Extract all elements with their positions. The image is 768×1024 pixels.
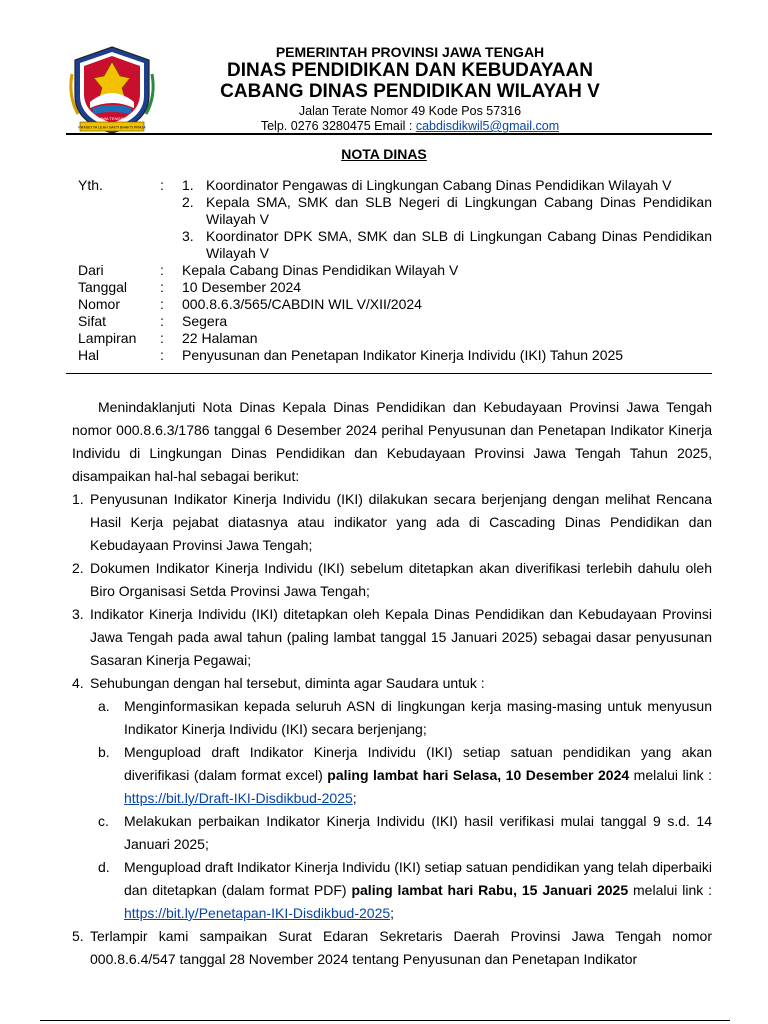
letterhead-province: PEMERINTAH PROVINSI JAWA TENGAH xyxy=(275,44,545,60)
recipient-item: 3. Koordinator DPK SMA, SMK dan SLB di Lingkungan Cabang Dinas Pendidikan Wilayah V xyxy=(182,228,712,261)
field-sifat: Sifat : Segera xyxy=(78,313,228,329)
letterhead xyxy=(160,44,660,134)
recipient-item: 2. Kepala SMA, SMK dan SLB Negeri di Lingkungan Cabang Dinas Pendidikan Wilayah V xyxy=(182,194,712,227)
intro-paragraph: Menindaklanjuti Nota Dinas Kepala Dinas Pendidikan dan Kebudayaan Provinsi Jawa Tengah nomor 000.8.6.3/1786 tanggal 6 Desember 2024 perihal Penyusunan dan Penetapan Indikator Kinerja Individu di Lingkungan Dinas Pendidikan dan Kebudayaan Provinsi Jawa Tengah Tahun 2025, disampaikan hal-hal sebagai berikut: xyxy=(72,399,712,484)
field-tanggal: Tanggal : 10 Desember 2024 xyxy=(78,279,302,295)
letterhead-agency: DINAS PENDIDIKAN DAN KEBUDAYAAN xyxy=(227,60,593,81)
field-lampiran: Lampiran : 22 Halaman xyxy=(78,330,258,346)
sub-item-c: c. Melakukan perbaikan Indikator Kinerja Individu (IKI) hasil verifikasi mulai tanggal 9 s.d. 14 Januari 2025; xyxy=(98,813,712,852)
letterhead-contact xyxy=(160,119,660,134)
sub-item-b: b. Mengupload draft Indikator Kinerja Individu (IKI) setiap satuan pendidikan yang akan diverifikasi (dalam format excel) paling lambat hari Selasa, 10 Desember 2024 melalui link : https://bit.ly/Draft-IKI-Disdikbud-2025; xyxy=(98,744,712,806)
footer-divider xyxy=(40,1020,730,1021)
recipient-item: 1. Koordinator Pengawas di Lingkungan Cabang Dinas Pendidikan Wilayah V xyxy=(182,177,672,193)
deadline-text: paling lambat hari Rabu, 15 Januari 2025 xyxy=(351,882,629,898)
list-item: 5. Terlampir kami sampaikan Surat Edaran Sekretaris Daerah Provinsi Jawa Tengah nomor 000.8.6.4/547 tanggal 28 November 2024 tentang Penyusunan dan Penetapan Indikator xyxy=(72,928,712,967)
memo-header xyxy=(78,177,712,364)
field-dari: Dari : Kepala Cabang Dinas Pendidikan Wilayah V xyxy=(78,262,459,278)
sub-item-a: a. Menginformasikan kepada seluruh ASN di lingkungan kerja masing-masing untuk menyusun Indikator Kinerja Individu (IKI) secara berjenjang; xyxy=(98,698,712,737)
list-item: 1. Penyusunan Indikator Kinerja Individu (IKI) dilakukan secara berjenjang dengan melihat Rencana Hasil Kerja pejabat diatasnya atau indikator yang ada di Cascading Dinas Pendidikan dan Kebudayaan Provinsi Jawa Tengah; xyxy=(72,491,712,553)
document-title: NOTA DINAS xyxy=(341,146,427,162)
memo-body xyxy=(72,396,712,971)
deadline-text: paling lambat hari Selasa, 10 Desember 2024 xyxy=(327,767,630,783)
field-colon: : xyxy=(160,177,164,193)
field-hal: Hal : Penyusunan dan Penetapan Indikator Kinerja Individu (IKI) Tahun 2025 xyxy=(78,347,624,363)
list-item: 3. Indikator Kinerja Individu (IKI) ditetapkan oleh Kepala Dinas Pendidikan dan Kebudayaan Provinsi Jawa Tengah pada awal tahun (paling lambat tanggal 15 Januari 2025) sebagai dasar penyusunan Sasaran Kinerja Pegawai; xyxy=(72,606,712,668)
emblem-name: JAWA TENGAH xyxy=(97,116,127,121)
sub-item-d: d. Mengupload draft Indikator Kinerja Individu (IKI) setiap satuan pendidikan yang telah diperbaiki dan ditetapkan (dalam format PDF) paling lambat hari Rabu, 15 Januari 2025 melalui link : https://bit.ly/Penetapan-IKI-Disdikbud-2025; xyxy=(98,859,713,921)
letterhead-branch: CABANG DINAS PENDIDIKAN WILAYAH V xyxy=(220,81,600,102)
emblem-motto: PRASETYA ULAH SAKTI BHAKTI PRAJA xyxy=(78,125,146,130)
field-label: Yth. xyxy=(78,177,103,193)
field-yth xyxy=(78,177,712,262)
recipient-list xyxy=(182,177,712,262)
letterhead-address: Jalan Terate Nomor 49 Kode Pos 57316 xyxy=(298,104,522,118)
penetapan-iki-link[interactable]: https://bit.ly/Penetapan-IKI-Disdikbud-2025 xyxy=(124,905,391,921)
list-item: 2. Dokumen Indikator Kinerja Individu (IKI) sebelum ditetapkan akan diverifikasi terlebih dahulu oleh Biro Organisasi Setda Provinsi Jawa Tengah; xyxy=(72,560,712,599)
field-nomor: Nomor : 000.8.6.3/565/CABDIN WIL V/XII/2024 xyxy=(78,296,422,312)
letterhead-phone: Telp. 0276 3280475 Email : xyxy=(260,119,416,133)
jawa-tengah-emblem-icon xyxy=(66,44,158,136)
draft-iki-link[interactable]: https://bit.ly/Draft-IKI-Disdikbud-2025 xyxy=(124,790,353,806)
letterhead-divider xyxy=(66,133,712,135)
email-link[interactable]: cabdisdikwil5@gmail.com xyxy=(415,119,560,133)
list-item: 4. Sehubungan dengan hal tersebut, diminta agar Saudara untuk : xyxy=(72,675,485,691)
header-divider xyxy=(66,373,712,374)
